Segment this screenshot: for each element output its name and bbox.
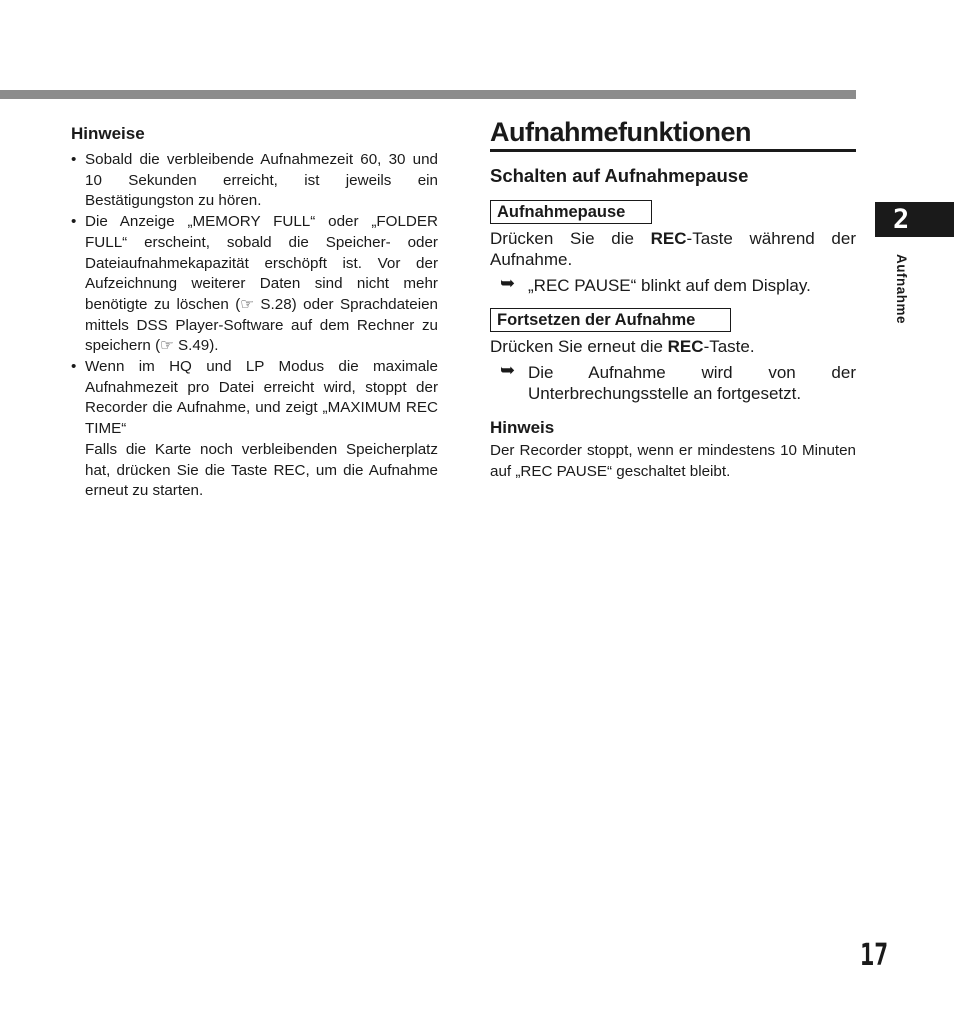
section-title: Schalten auf Aufnahmepause bbox=[490, 165, 749, 186]
note-heading: Hinweis bbox=[490, 418, 555, 437]
notes-column bbox=[71, 124, 438, 502]
note-text: Der Recorder stoppt, wenn er mindestens 10 Minuten auf „REC PAUSE“ geschaltet bleibt. bbox=[490, 442, 856, 480]
notes-heading: Hinweise bbox=[71, 124, 145, 143]
note-item-text: Die Anzeige „MEMORY FULL“ oder „FOLDER FULL“ erscheint, sobald die Speicher- oder Dateiaufnahmekapazität erschöpft ist. Vor der Aufzeichnung weiterer Daten sind nicht mehr benötigte zu löschen (☞ S.28) oder Sprachdateien mittels DSS Player-Software auf dem Rechner zu speichern (☞ S.49). bbox=[85, 213, 438, 355]
result-arrow-icon: ➥ bbox=[500, 273, 516, 293]
note-item-text: Wenn im HQ und LP Modus die maximale Aufnahmezeit pro Datei erreicht wird, stoppt der Recorder die Aufnahme, und zeigt „MAXIMUM REC TIME“ bbox=[85, 358, 438, 438]
note-item-continuation: Falls die Karte noch verbleibenden Speicherplatz hat, drücken Sie die Taste REC, um die Aufnahme erneut zu starten. bbox=[85, 440, 438, 500]
note-item bbox=[71, 150, 438, 212]
rec-key-label: REC bbox=[667, 337, 704, 356]
instruction-pause bbox=[490, 228, 856, 270]
title-underline bbox=[490, 149, 856, 152]
chapter-side-label: Aufnahme bbox=[894, 254, 909, 325]
result-arrow-icon: ➥ bbox=[500, 360, 516, 380]
instruction-resume bbox=[490, 336, 856, 357]
result-text: Die Aufnahme wird von der Unterbrechungsstelle an fortgesetzt. bbox=[528, 363, 856, 403]
result-pause bbox=[490, 275, 856, 296]
instruction-text: -Taste während der Aufnahme. bbox=[490, 229, 856, 269]
note-item bbox=[71, 357, 438, 502]
notes-list bbox=[71, 150, 438, 502]
instruction-text: Drücken Sie die bbox=[490, 229, 651, 248]
page-number: 17 bbox=[860, 938, 889, 973]
rec-key-label: REC bbox=[650, 229, 687, 248]
note-item-text: Sobald die verbleibende Aufnahmezeit 60, 30 und 10 Sekunden erreicht, ist jeweils ein Bestätigungston zu hören. bbox=[85, 151, 438, 210]
instruction-text: Drücken Sie erneut die bbox=[490, 337, 668, 356]
step-box-resume: Fortsetzen der Aufnahme bbox=[490, 308, 731, 332]
step-box-pause: Aufnahmepause bbox=[490, 200, 652, 224]
result-text: „REC PAUSE“ blinkt auf dem Display. bbox=[528, 276, 811, 295]
top-rule bbox=[0, 90, 856, 99]
page-title: Aufnahmefunktionen bbox=[490, 117, 751, 147]
note-item bbox=[71, 212, 438, 357]
instruction-text: -Taste. bbox=[703, 337, 755, 356]
main-column bbox=[490, 116, 856, 482]
chapter-tab: 2 bbox=[875, 202, 954, 237]
result-resume bbox=[490, 362, 856, 404]
